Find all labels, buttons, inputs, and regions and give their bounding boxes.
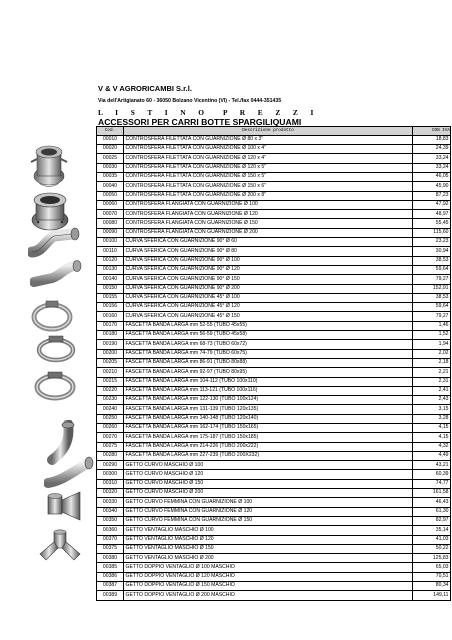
table-row [97, 321, 451, 330]
item-description: FASCETTA BANDA LARGA mm 68-73 (TUBO 60x72) [124, 340, 413, 349]
item-price: 2,41 [413, 386, 451, 395]
item-price: 87,23 [413, 191, 451, 200]
wide-band-clamp-2-photo [34, 334, 78, 364]
item-price: 115,60 [413, 228, 451, 237]
item-price: 61,30 [413, 507, 451, 516]
listino-word: L I S T I N O [98, 108, 210, 117]
item-description: FASCETTA BANDA LARGA mm 122-130 (TUBO 100x124) [124, 396, 413, 405]
item-code: 00120 [97, 256, 124, 265]
item-code: 00260 [97, 424, 124, 433]
item-price: 4,15 [413, 433, 451, 442]
item-price: 38,53 [413, 256, 451, 265]
item-description: GETTO CURVO FEMMINA CON GUARNIZIONE Ø 150 [124, 516, 413, 525]
item-description: CONTROSFERA FILETTATA CON GUARNIZIONE Ø 150 x 6" [124, 182, 413, 191]
table-row [97, 331, 451, 340]
item-description: GETTO CURVO FEMMINA CON GUARNIZIONE Ø 120 [124, 507, 413, 516]
table-row [97, 349, 451, 358]
table-row [97, 582, 451, 591]
table-row [97, 396, 451, 405]
item-description: CONTROSFERA FILETTATA CON GUARNIZIONE Ø 120 x 4" [124, 154, 413, 163]
item-price: 161,58 [413, 489, 451, 498]
item-price: 50,22 [413, 544, 451, 553]
item-code: 00080 [97, 219, 124, 228]
item-description: FASCETTA BANDA LARGA mm 162-174 (TUBO 150x165) [124, 424, 413, 433]
item-code: 00060 [97, 200, 124, 209]
item-description: GETTO CURVO MASCHIO Ø 120 [124, 470, 413, 479]
item-code: 00150 [97, 284, 124, 293]
wide-band-clamp-photo [30, 300, 74, 334]
item-price: 24,39 [413, 145, 451, 154]
item-price: 1,52 [413, 331, 451, 340]
double-fan-nozzle-photo [36, 528, 84, 564]
table-row [97, 284, 451, 293]
table-row [97, 507, 451, 516]
table-row [97, 479, 451, 488]
prezzi-word: P R E Z Z I [223, 108, 319, 117]
table-row [97, 377, 451, 386]
item-price: 4,49 [413, 451, 451, 460]
spherical-elbow-photo [28, 226, 84, 260]
item-price: 38,53 [413, 293, 451, 302]
table-row [97, 135, 451, 144]
item-description: CONTROSFERA FILETTATA CON GUARNIZIONE Ø 150 x 5" [124, 172, 413, 181]
item-description: FASCETTA BANDA LARGA mm 113-121 (TUBO 100x116) [124, 386, 413, 395]
column-header-description: Descrizione prodotto [124, 127, 413, 136]
item-code: 00035 [97, 172, 124, 181]
item-description: GETTO DOPPIO VENTAGLIO Ø 200 MASCHIO [124, 591, 413, 600]
item-code: 00385 [97, 563, 124, 572]
item-code: 00155 [97, 293, 124, 302]
item-description: FASCETTA BANDA LARGA mm 86-91 (TUBO 80x88) [124, 358, 413, 367]
item-price: 18,83 [413, 135, 451, 144]
item-price: 47,92 [413, 200, 451, 209]
item-price: 23,23 [413, 238, 451, 247]
table-row [97, 238, 451, 247]
item-description: CONTROSFERA FLANGIATA CON GUARNIZIONE Ø 120 [124, 210, 413, 219]
table-row [97, 424, 451, 433]
item-description: GETTO DOPPIO VENTAGLIO Ø 120 MASCHIO [124, 572, 413, 581]
table-row [97, 191, 451, 200]
item-code: 00389 [97, 591, 124, 600]
item-code: 00210 [97, 368, 124, 377]
fan-nozzle-photo [40, 490, 86, 526]
item-code: 00360 [97, 526, 124, 535]
item-price: 80,34 [413, 582, 451, 591]
item-code: 00100 [97, 238, 124, 247]
item-code: 00200 [97, 349, 124, 358]
item-price: 4,32 [413, 442, 451, 451]
table-row [97, 554, 451, 563]
item-code: 00205 [97, 358, 124, 367]
threaded-sphere-coupling-photo [26, 132, 72, 192]
item-code: 00250 [97, 414, 124, 423]
table-row [97, 154, 451, 163]
item-description: CURVA SFERICA CON GUARNIZIONE 90° Ø 150 [124, 275, 413, 284]
item-price: 2,31 [413, 377, 451, 386]
spherical-elbow-45-photo [30, 258, 86, 292]
item-description: CURVA SFERICA CON GUARNIZIONE 45° Ø 100 [124, 293, 413, 302]
item-code: 00156 [97, 303, 124, 312]
table-row [97, 368, 451, 377]
table-row [97, 591, 451, 600]
item-price: 41,03 [413, 535, 451, 544]
item-price: 2,02 [413, 349, 451, 358]
item-description: CONTROSFERA FLANGIATA CON GUARNIZIONE Ø 100 [124, 200, 413, 209]
column-header-price: CON IVA [413, 127, 451, 136]
section-title: ACCESSORI PER CARRI BOTTE SPARGILIQUAMI [98, 117, 302, 127]
table-row [97, 442, 451, 451]
item-code: 00230 [97, 396, 124, 405]
table-row [97, 145, 451, 154]
table-row [97, 172, 451, 181]
item-description: CONTROSFERA FILETTATA CON GUARNIZIONE Ø 200 x 8" [124, 191, 413, 200]
item-description: CURVA SFERICA CON GUARNIZIONE 45° Ø 120 [124, 303, 413, 312]
item-price: 59,64 [413, 303, 451, 312]
item-description: GETTO CURVO MASCHIO Ø 200 [124, 489, 413, 498]
table-row [97, 303, 451, 312]
item-price: 35,14 [413, 526, 451, 535]
item-description: CONTROSFERA FILETTATA CON GUARNIZIONE Ø 100 x 4" [124, 145, 413, 154]
item-description: FASCETTA BANDA LARGA mm 74-79 (TUBO 60x75) [124, 349, 413, 358]
item-code: 00275 [97, 442, 124, 451]
item-price: 79,27 [413, 275, 451, 284]
item-code: 00330 [97, 498, 124, 507]
item-code: 00280 [97, 451, 124, 460]
item-price: 43,21 [413, 461, 451, 470]
table-row [97, 526, 451, 535]
table-row [97, 312, 451, 321]
item-price: 2,18 [413, 358, 451, 367]
item-description: GETTO CURVO MASCHIO Ø 150 [124, 479, 413, 488]
table-row [97, 358, 451, 367]
item-price: 59,64 [413, 265, 451, 274]
item-price: 1,94 [413, 340, 451, 349]
table-row [97, 200, 451, 209]
company-address: Via dell'Artigianato 60 - 36050 Bolzano Vicentino (VI) - Tel./fax 0444-351435 [98, 98, 282, 104]
item-description: FASCETTA BANDA LARGA mm 175-187 (TUBO 150x185) [124, 433, 413, 442]
item-code: 00380 [97, 554, 124, 563]
table-row [97, 489, 451, 498]
item-price: 82,97 [413, 516, 451, 525]
item-description: GETTO CURVO FEMMINA CON GUARNIZIONE Ø 100 [124, 498, 413, 507]
item-code: 00190 [97, 340, 124, 349]
item-price: 46,05 [413, 172, 451, 181]
item-description: GETTO VENTAGLIO MASCHIO Ø 120 [124, 535, 413, 544]
item-description: CURVA SFERICA CON GUARNIZIONE 90° Ø 120 [124, 265, 413, 274]
item-price: 48,97 [413, 210, 451, 219]
table-row [97, 219, 451, 228]
table-row [97, 386, 451, 395]
item-code: 00320 [97, 489, 124, 498]
wide-band-clamp-3-photo [32, 370, 78, 402]
item-price: 46,43 [413, 498, 451, 507]
table-row [97, 451, 451, 460]
table-row [97, 228, 451, 237]
item-price: 30,94 [413, 247, 451, 256]
item-price: 149,11 [413, 591, 451, 600]
item-description: GETTO VENTAGLIO MASCHIO Ø 100 [124, 526, 413, 535]
item-code: 00387 [97, 582, 124, 591]
item-price: 3,15 [413, 405, 451, 414]
item-description: GETTO DOPPIO VENTAGLIO Ø 100 MASCHIO [124, 563, 413, 572]
item-price: 2,43 [413, 396, 451, 405]
item-code: 00290 [97, 461, 124, 470]
item-description: FASCETTA BANDA LARGA mm 92-97 (TUBO 80x95) [124, 368, 413, 377]
item-price: 79,27 [413, 312, 451, 321]
table-row [97, 256, 451, 265]
item-code: 00300 [97, 470, 124, 479]
table-row [97, 535, 451, 544]
item-code: 00215 [97, 377, 124, 386]
item-code: 00180 [97, 331, 124, 340]
item-price: 55,45 [413, 219, 451, 228]
item-description: CURVA SFERICA CON GUARNIZIONE 90° Ø 80 [124, 247, 413, 256]
item-price: 2,21 [413, 368, 451, 377]
item-code: 00170 [97, 321, 124, 330]
item-price: 33,24 [413, 154, 451, 163]
item-description: CURVA SFERICA CON GUARNIZIONE 45° Ø 150 [124, 312, 413, 321]
item-code: 00010 [97, 135, 124, 144]
item-price: 125,83 [413, 554, 451, 563]
item-description: CURVA SFERICA CON GUARNIZIONE 90° Ø 60 [124, 238, 413, 247]
table-row [97, 210, 451, 219]
item-code: 00030 [97, 163, 124, 172]
item-price: 74,77 [413, 479, 451, 488]
table-row [97, 461, 451, 470]
item-description: CONTROSFERA FLANGIATA CON GUARNIZIONE Ø 200 [124, 228, 413, 237]
curved-nozzle-female-photo [44, 455, 94, 489]
item-code: 00090 [97, 228, 124, 237]
item-code: 00375 [97, 544, 124, 553]
table-row [97, 563, 451, 572]
item-description: GETTO VENTAGLIO MASCHIO Ø 150 [124, 544, 413, 553]
table-row [97, 163, 451, 172]
item-description: CURVA SFERICA CON GUARNIZIONE 90° Ø 100 [124, 256, 413, 265]
item-description: FASCETTA BANDA LARGA mm 104-112 (TUBO 100x110) [124, 377, 413, 386]
item-description: GETTO VENTAGLIO MASCHIO Ø 200 [124, 554, 413, 563]
item-description: GETTO DOPPIO VENTAGLIO Ø 150 MASCHIO [124, 582, 413, 591]
item-description: GETTO CURVO MASCHIO Ø 100 [124, 461, 413, 470]
item-code: 00020 [97, 145, 124, 154]
item-description: FASCETTA BANDA LARGA mm 227-239 (TUBO 200X232) [124, 451, 413, 460]
column-header-code: Cod. [97, 127, 124, 136]
item-description: FASCETTA BANDA LARGA mm 214-226 (TUBO 200x222) [124, 442, 413, 451]
item-price: 152,91 [413, 284, 451, 293]
table-row [97, 275, 451, 284]
item-price: 45,90 [413, 182, 451, 191]
item-code: 00040 [97, 182, 124, 191]
table-row [97, 470, 451, 479]
item-code: 00220 [97, 386, 124, 395]
table-row [97, 572, 451, 581]
table-row [97, 340, 451, 349]
item-description: FASCETTA BANDA LARGA mm 52-55 (TUBO 45x55) [124, 321, 413, 330]
table-row [97, 247, 451, 256]
item-code: 00160 [97, 312, 124, 321]
item-description: FASCETTA BANDA LARGA mm 140-148 (TUBO 120x140) [124, 414, 413, 423]
table-row [97, 182, 451, 191]
table-header-row [97, 127, 451, 136]
item-code: 00386 [97, 572, 124, 581]
table-row [97, 433, 451, 442]
table-row [97, 414, 451, 423]
table-row [97, 498, 451, 507]
item-description: CONTROSFERA FILETTATA CON GUARNIZIONE Ø 120 x 5" [124, 163, 413, 172]
item-code: 00070 [97, 210, 124, 219]
company-name: V & V AGRORICAMBI S.r.l. [98, 84, 192, 93]
item-price: 3,28 [413, 414, 451, 423]
item-price: 60,39 [413, 470, 451, 479]
item-description: CURVA SFERICA CON GUARNIZIONE 90° Ø 200 [124, 284, 413, 293]
item-description: CONTROSFERA FLANGIATA CON GUARNIZIONE Ø 150 [124, 219, 413, 228]
item-code: 00025 [97, 154, 124, 163]
table-row [97, 293, 451, 302]
item-price: 70,51 [413, 572, 451, 581]
item-description: FASCETTA BANDA LARGA mm 131-139 (TUBO 120x135) [124, 405, 413, 414]
table-row [97, 265, 451, 274]
item-price: 65,03 [413, 563, 451, 572]
item-code: 00270 [97, 433, 124, 442]
item-code: 00310 [97, 479, 124, 488]
table-row [97, 516, 451, 525]
item-price: 1,46 [413, 321, 451, 330]
item-code: 00240 [97, 405, 124, 414]
item-code: 00050 [97, 191, 124, 200]
item-description: FASCETTA BANDA LARGA mm 56-59 (TUBO 45x58) [124, 331, 413, 340]
item-code: 00350 [97, 516, 124, 525]
item-code: 00140 [97, 275, 124, 284]
item-code: 00130 [97, 265, 124, 274]
price-table [96, 126, 451, 601]
item-code: 00110 [97, 247, 124, 256]
table-row [97, 405, 451, 414]
item-price: 4,15 [413, 424, 451, 433]
table-row [97, 544, 451, 553]
item-code: 00370 [97, 535, 124, 544]
item-description: CONTROSFERA FILETTATA CON GUARNIZIONE Ø 80 x 3" [124, 135, 413, 144]
item-code: 00340 [97, 507, 124, 516]
item-price: 33,24 [413, 163, 451, 172]
